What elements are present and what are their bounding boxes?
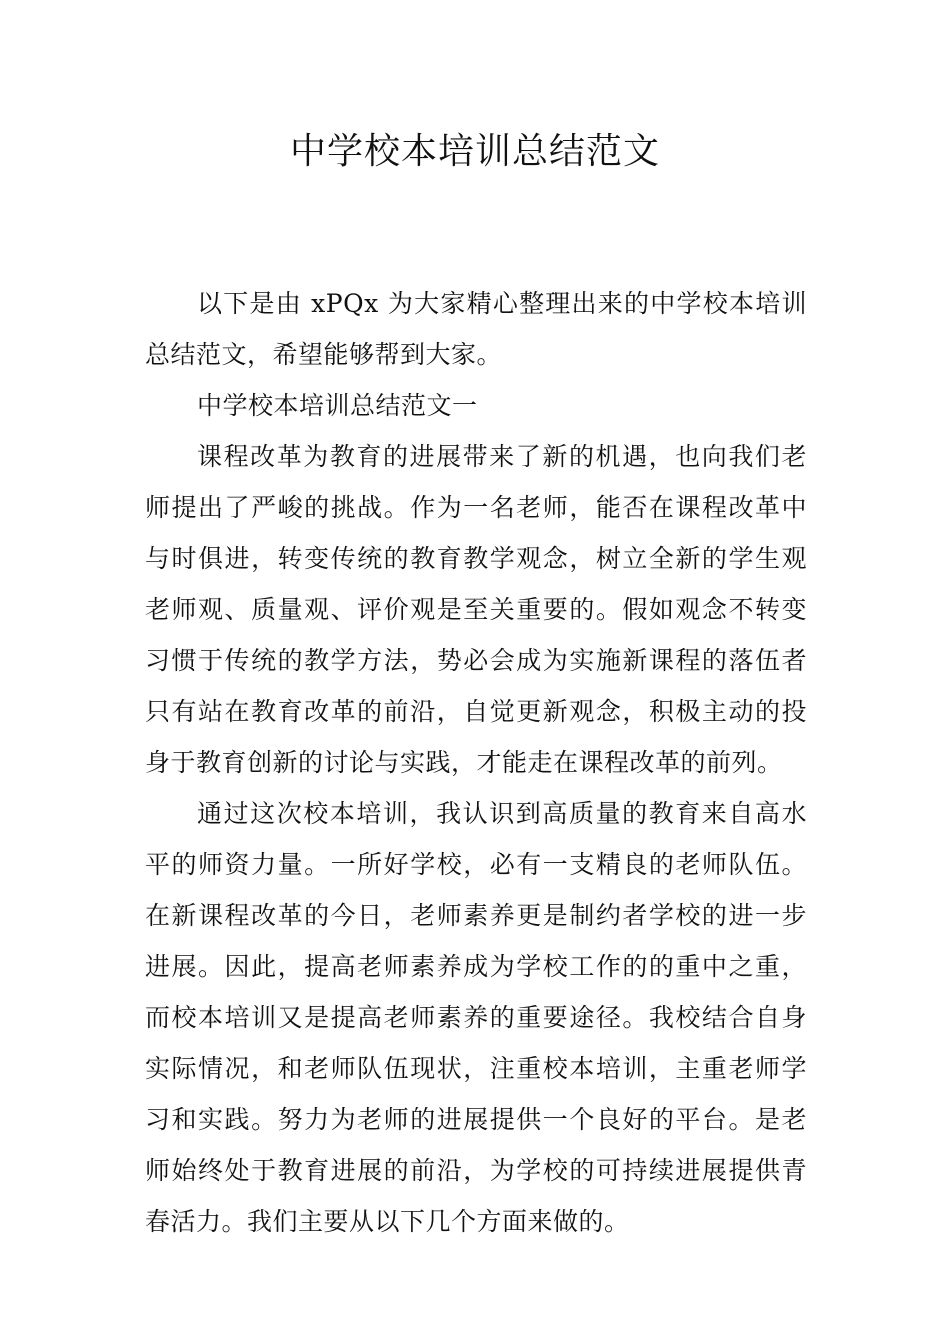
body-paragraph: 通过这次校本培训，我认识到高质量的教育来自高水平的师资力量。一所好学校，必有一支精良的老师队伍。在新课程改革的今日，老师素养更是制约者学校的进一步进展。因此，提高老师素养成为学校工作的的重中之重，而校本培训又是提高老师素养的重要途径。我校结合自身实际情况，和老师队伍现状，注重校本培训，主重老师学习和实践。努力为老师的进展提供一个良好的平台。是老师始终处于教育进展的前沿，为学校的可持续进展提供青春活力。我们主要从以下几个方面来做的。 [145,799,807,1236]
body-paragraph: 课程改革为教育的进展带来了新的机遇，也向我们老师提出了严峻的挑战。作为一名老师，能否在课程改革中与时俱进，转变传统的教育教学观念，树立全新的学生观老师观、质量观、评价观是至关重要的。假如观念不转变习惯于传统的教学方法，势必会成为实施新课程的落伍者只有站在教育改革的前沿，自觉更新观念，积极主动的投身于教育创新的讨论与实践，才能走在课程改革的前列。 [145,442,807,777]
section-heading: 中学校本培训总结范文一 [197,391,478,420]
intro-paragraph: 以下是由 xPQx 为大家精心整理出来的中学校本培训总结范文，希望能够帮到大家。 [145,289,807,369]
document-title: 中学校本培训总结范文 [289,131,660,172]
document-body [145,278,807,1247]
